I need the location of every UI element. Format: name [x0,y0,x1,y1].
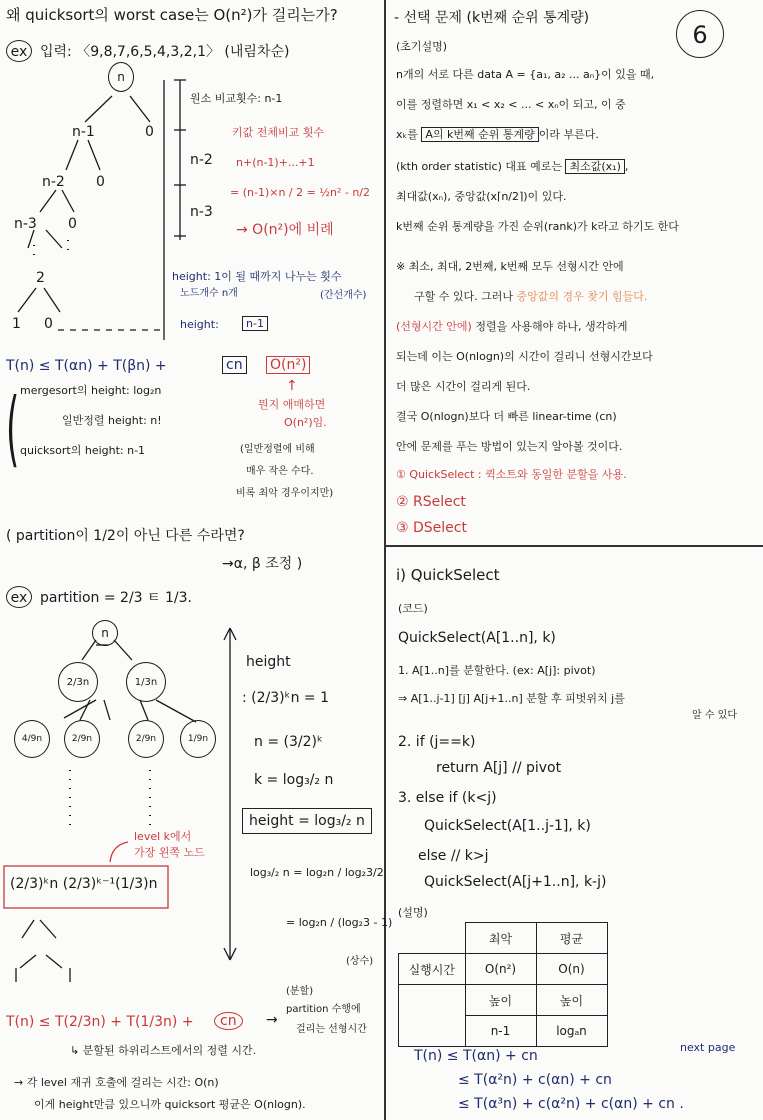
level-note2: 가장 왼쪽 노드 [134,846,205,859]
para-1-red: (선형시간 안에) [396,320,472,333]
tree2-node-c: 4/9n [14,720,50,758]
tree2-node-e: 2/9n [128,720,164,758]
code-signature: QuickSelect(A[1..n], k) [398,630,556,646]
footer1: → 각 level 재귀 호출에 걸리는 시간: O(n) [14,1076,219,1089]
general-height: 일반정렬 height: n! [62,414,162,427]
section-divider [386,545,763,547]
recurrence-3: ≤ T(α³n) + c(α²n) + c(αn) + cn . [458,1096,684,1112]
table-avg-time: O(n) [536,954,607,985]
step-3d: QuickSelect(A[j+1..n], k-j) [424,874,607,890]
red-up-arrow-icon: ↑ [286,378,298,394]
recur2-note2: 걸리는 선형시간 [296,1024,367,1035]
tree1-lvl2-right: 0 [96,174,105,190]
h2-eq2: n = (3/2)ᵏ [254,734,323,750]
log-eq2: = log₂n / (log₂3 - 1) [286,916,393,929]
intro-l4-a: (kth order statistic) 대표 예로는 [396,160,566,173]
ex1-input: 입력: 〈9,8,7,6,5,4,3,2,1〉 (내림차순) [40,44,290,60]
table-head-worst: 최악 [465,923,536,954]
step-3b: QuickSelect(A[1..j-1], k) [424,818,591,834]
ex2-tag: ex [6,586,32,608]
partition-question: ( partition이 1/2이 아닌 다른 수라면? [6,528,245,544]
merge-height: mergesort의 height: log₂n [20,384,162,397]
note-star2-a: 구할 수 있다. 그러나 [414,290,517,303]
next-page-note: next page [680,1041,736,1054]
recur1-note1: 뭔지 애매하면 [258,398,326,411]
table-avg-height-label: 높이 [536,985,607,1016]
recur1-on2-box: O(n²) [266,356,310,374]
tree1-lvl3-left: n-3 [14,216,37,232]
complexity-table [398,922,608,1047]
para-1 [396,320,627,333]
tree2-root-node: n [92,620,118,646]
recur2-under: ↳ 분할된 하위리스트에서의 정렬 시간. [70,1044,257,1057]
recur1-text: T(n) ≤ T(αn) + T(βn) + [6,358,167,374]
tree2-node-b: 1/3n [126,662,166,702]
ex2-text: partition = 2/3 ㅌ 1/3. [40,590,192,606]
step-1: 1. A[1..n]를 분할한다. (ex: A[j]: pivot) [398,664,596,677]
para-4: 결국 O(nlogn)보다 더 빠른 linear-time (cn) [396,410,617,423]
tree1-lvl1-right: 0 [145,124,154,140]
step-2b: return A[j] // pivot [436,760,562,776]
table-avg-height: logₐn [536,1016,607,1047]
red-total-title: 키값 전체비교 횟수 [232,126,325,139]
step-3: 3. else if (k<j) [398,790,497,806]
tree2-node-d: 2/9n [64,720,100,758]
table-worst-height: n-1 [465,1016,536,1047]
intro-l6: k번째 순위 통계량을 가진 순위(rank)가 k라고 하기도 한다 [396,220,679,233]
option-3: ③ DSelect [396,520,467,536]
intro-l3 [396,128,599,141]
recur2-text: T(n) ≤ T(2/3n) + T(1/3n) + [6,1014,194,1030]
table-worst-time: O(n²) [465,954,536,985]
code-label: (코드) [398,602,428,615]
h2-title: height [246,654,291,670]
tree1-bottom-left: 1 [12,316,21,332]
intro-l1: n개의 서로 다른 data A = {a₁, a₂ ... aₙ}이 있을 때, [396,68,655,81]
right-title: - 선택 문제 (k번째 순위 통계량) [394,10,590,26]
note-star2 [414,290,647,303]
intro-l3-a: xₖ를 [396,128,422,141]
tree1-root-node: n [108,62,134,92]
recur2-note1: partition 수행에 [286,1004,361,1015]
tree1-cmp2: n-2 [190,152,213,168]
height-def: height: 1이 될 때까지 나누는 횟수 [172,270,342,283]
quickselect-title: i) QuickSelect [396,566,500,584]
table-row-label: 실행시간 [399,954,466,985]
tree1-lvl4: 2 [36,270,45,286]
tree2-node-a: 2/3n [58,662,98,702]
tree2-node-f: 1/9n [180,720,216,758]
tree2-level-row: (2/3)ᵏn (2/3)ᵏ⁻¹(1/3)n [10,876,158,892]
intro-l3-b: 이라 부른다. [538,128,599,141]
step-1c: 알 수 있다 [692,710,737,721]
intro-l5: 최대값(xₙ), 중앙값(x⌈n/2⌉)이 있다. [396,190,567,203]
intro-l2: 이를 정렬하면 x₁ < x₂ < ... < xₙ이 되고, 이 중 [396,98,626,111]
para-3: 더 많은 시간이 걸리게 된다. [396,380,531,393]
height-def2: 노드개수 n개 [180,288,238,299]
log-const: (상수) [346,956,374,967]
quick-note1: (일반정렬에 비해 [240,444,315,455]
step-1b: ⇒ A[1..j-1] [j] A[j+1..n] 분할 후 피벗위치 j를 [398,692,625,705]
partition-arrow: →α, β 조정 ) [222,556,303,572]
page-number-circle: 6 [676,10,724,58]
para-5: 안에 문제를 푸는 방법이 있는지 알아볼 것이다. [396,440,623,453]
log-eq1: log₃/₂ n = log₂n / log₂3/2 [250,866,384,879]
table-worst-height-label: 높이 [465,985,536,1016]
log-paren: (분할) [286,986,314,997]
para-1-b: 정렬을 사용해야 하나, 생각하게 [471,320,628,333]
left-header: 왜 quicksort의 worst case는 O(n²)가 걸리는가? [6,6,338,24]
h2-box: height = log₃/₂ n [242,808,372,834]
red-result: → O(n²)에 비례 [236,222,334,238]
explanation-label: (설명) [398,906,428,919]
footer2: 이게 height만큼 있으니까 quicksort 평균은 O(nlogn). [34,1098,306,1111]
para-2: 되는데 이는 O(nlogn)의 시간이 걸리니 선형시간보다 [396,350,653,363]
recurrence-2: ≤ T(α²n) + c(αn) + cn [458,1072,612,1088]
ex1-tag: ex [6,40,32,62]
tree1-cmp1: 원소 비교횟수: n-1 [190,92,283,105]
right-arrow-icon: → [266,1012,278,1028]
level-note1: level k에서 [134,830,192,843]
tree1-lvl1-left: n-1 [72,124,95,140]
red-sum: n+(n-1)+...+1 [236,156,315,169]
min-box: 최소값(x₁) [565,159,624,174]
recurrence-1: T(n) ≤ T(αn) + cn [414,1048,538,1064]
tree1-lvl2-left: n-2 [42,174,65,190]
recur1-note2: O(n²)임. [284,416,327,429]
height-val-label: height: [180,318,219,331]
recur1-cn-box: cn [222,356,247,374]
quick-note3: 비록 최악 경우이지만) [236,488,334,499]
kth-stat-box: A의 k번째 순위 통계량 [421,127,538,142]
table-head-avg: 평균 [536,923,607,954]
tree1-bottom-right: 0 [44,316,53,332]
tree1-lvl3-right: 0 [68,216,77,232]
note-star2-red: 중앙값의 경우 찾기 힘들다. [516,290,648,303]
quick-note2: 매우 작은 수다. [246,466,314,477]
sub-initial: (초기설명) [396,40,448,53]
height-def3: (간선개수) [320,290,367,301]
column-divider [384,0,386,1120]
intro-l4 [396,160,628,173]
note-star1: ※ 최소, 최대, 2번째, k번째 모두 선형시간 안에 [396,260,624,273]
option-2: ② RSelect [396,494,466,510]
step-2: 2. if (j==k) [398,734,476,750]
red-eq: = (n-1)×n / 2 = ½n² - n/2 [230,186,371,199]
intro-l4-b: , [624,160,629,173]
tree1-cmp3: n-3 [190,204,213,220]
quick-height: quicksort의 height: n-1 [20,444,146,457]
h2-eq3: k = log₃/₂ n [254,772,334,788]
recur2-cn-circle: cn [214,1012,243,1030]
option-1: ① QuickSelect : 퀵소트와 동일한 분할을 사용. [396,468,627,481]
h2-eq1: : (2/3)ᵏn = 1 [242,690,329,706]
height-val-box: n-1 [242,316,268,331]
bracket-paren: ( [6,382,20,478]
step-3c: else // k>j [418,848,489,864]
